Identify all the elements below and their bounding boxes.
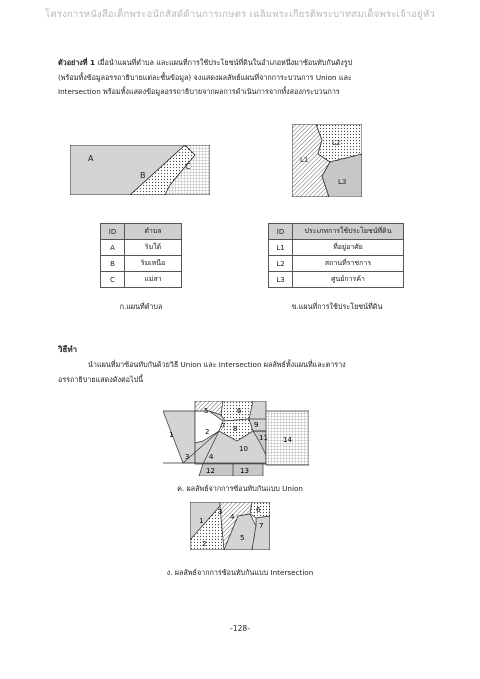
- caption-landuse-map: ข.แผนที่การใช้ประโยชน์ที่ดิน: [291, 302, 383, 311]
- table-cell: ที่อยู่อาศัย: [293, 240, 404, 256]
- union-label-6: 6: [237, 407, 242, 415]
- table-header-cell: ตำบล: [125, 224, 182, 240]
- table-cell: B: [101, 256, 125, 272]
- table-cell: L3: [269, 272, 293, 288]
- union-label-14: 14: [283, 436, 292, 444]
- table-row: [101, 240, 182, 256]
- table-cell: C: [101, 272, 125, 288]
- map-a-label-b: B: [140, 171, 146, 180]
- table-row: [269, 256, 404, 272]
- method-line-2: อรรถาธิบายแสดงดังต่อไปนี้: [58, 374, 144, 384]
- intersect-label-4: 4: [230, 513, 235, 521]
- table-cell: สถานที่ราชการ: [293, 256, 404, 272]
- intersect-label-2: 2: [202, 540, 207, 548]
- district-map: [70, 145, 210, 195]
- union-label-1: 1: [169, 431, 174, 439]
- table-row: [269, 240, 404, 256]
- intersect-label-6: 6: [256, 506, 261, 514]
- example-line-1: เมื่อนำแผนที่ตำบล และแผนที่การใช้ประโยชน์ที่ดินในอำเภอหนึ่งมาซ้อนทับกันดังรูป: [95, 58, 353, 67]
- table-cell: แม่สา: [125, 272, 182, 288]
- method-paragraph: [58, 358, 430, 387]
- map-b-label-l1: L1: [300, 156, 309, 164]
- union-label-3: 3: [185, 453, 190, 461]
- union-label-7: 7: [221, 422, 226, 430]
- caption-district-map: ก.แผนที่ตำบล: [119, 302, 163, 311]
- table-row: [101, 272, 182, 288]
- table-row: [101, 224, 182, 240]
- example-line-3: Intersection พร้อมทั้งแสดงข้อมูลอรรถาธิบายจากผลการดำเนินการจากทั้งสองกระบวนการ: [58, 87, 340, 96]
- union-label-9: 9: [254, 421, 259, 429]
- map-b-label-l2: L2: [332, 139, 341, 147]
- union-label-11: 11: [259, 434, 268, 442]
- map-a-label-c: C: [185, 162, 191, 171]
- method-heading: วิธีทำ: [58, 345, 78, 354]
- table-row: [101, 256, 182, 272]
- union-label-2: 2: [205, 428, 210, 436]
- district-table: [100, 223, 182, 288]
- table-header-cell: ID: [101, 224, 125, 240]
- caption-union: ค. ผลลัพธ์จากการซ้อนทับกันแบบ Union: [177, 484, 303, 493]
- table-cell: L2: [269, 256, 293, 272]
- intersect-label-3: 3: [218, 508, 223, 516]
- example-paragraph: [58, 56, 430, 100]
- landuse-map: [292, 124, 362, 197]
- intersect-label-7: 7: [259, 522, 264, 530]
- union-label-13: 13: [240, 467, 249, 475]
- table-cell: L1: [269, 240, 293, 256]
- table-cell: ริมใต้: [125, 240, 182, 256]
- union-label-10: 10: [239, 445, 248, 453]
- table-header-cell: ID: [269, 224, 293, 240]
- landuse-table: [268, 223, 404, 288]
- example-lead: ตัวอย่างที่ 1: [58, 58, 96, 67]
- map-b-label-l3: L3: [338, 178, 347, 186]
- table-header-cell: ประเภทการใช้ประโยชน์ที่ดิน: [293, 224, 404, 240]
- intersect-label-1: 1: [199, 517, 204, 525]
- union-label-5: 5: [204, 407, 209, 415]
- intersect-label-5: 5: [240, 534, 245, 542]
- method-line-1: นำแผนที่มาซ้อนทับกันด้วยวิธี Union และ Intersection ผลลัพธ์ทั้งแผนที่และตาราง: [88, 360, 346, 369]
- intersection-map: [190, 502, 270, 550]
- union-label-12: 12: [206, 467, 215, 475]
- table-cell: ศูนย์การค้า: [293, 272, 404, 288]
- table-row: [269, 224, 404, 240]
- example-line-2: (พร้อมทั้งข้อมูลอรรถาธิบายแต่ละชั้นข้อมูล) จงแสดงผลลัพธ์แผนที่จากการะบวนการ Union และ: [58, 72, 352, 82]
- table-cell: A: [101, 240, 125, 256]
- table-row: [269, 272, 404, 288]
- table-cell: ริมเหนือ: [125, 256, 182, 272]
- page-number: -128-: [230, 624, 250, 633]
- map-a-label-a: A: [88, 154, 94, 163]
- caption-intersection: ง. ผลลัพธ์จากการซ้อนทับกันแบบ Intersection: [166, 568, 314, 577]
- union-map: [163, 401, 309, 476]
- page-header: โครงการหนังสือเด็กพระอนักสัสด์ด้านการเกษตร เฉลิมพระเกียรติพระบาทสมเด็จพระเจ้าอยู่หัว: [45, 9, 435, 20]
- union-label-4: 4: [209, 453, 214, 461]
- union-label-8: 8: [233, 425, 238, 433]
